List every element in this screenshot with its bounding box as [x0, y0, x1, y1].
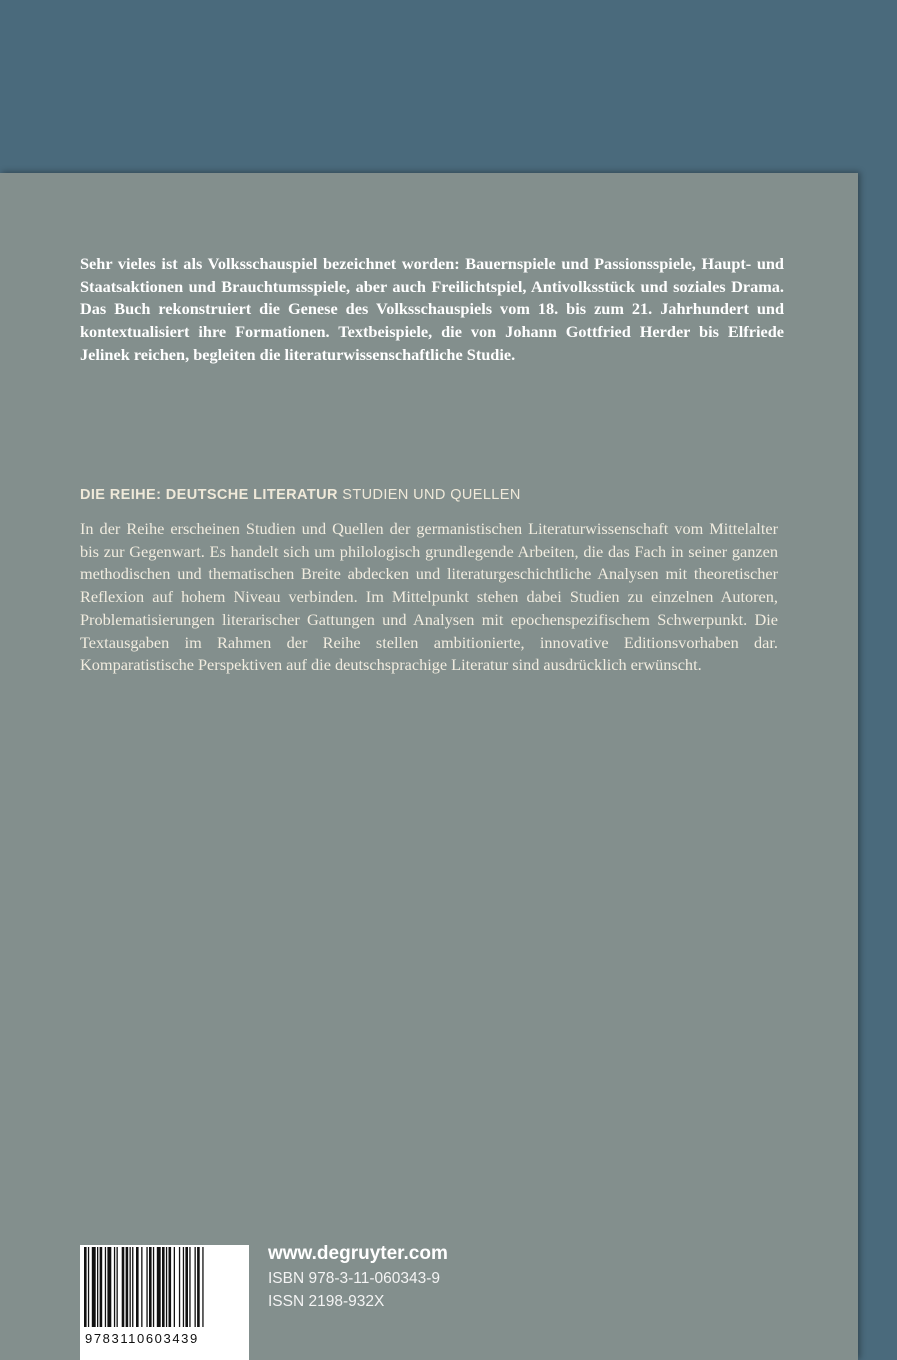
back-cover-panel — [0, 173, 858, 1360]
publisher-url: www.degruyter.com — [268, 1243, 448, 1264]
barcode-digits: 9783110603439 — [85, 1331, 199, 1346]
series-title-light: STUDIEN UND QUELLEN — [342, 487, 521, 503]
book-blurb: Sehr vieles ist als Volksschauspiel bezeichnet worden: Bauernspiele und Passionsspiele, Haupt- und Staatsaktionen und Brauchtumsspiele, aber auch Freilichtspiel, Antivolksstück und soziales Drama. Das Buch rekonstruiert die Genese des Volksschauspiels vom 18. bis zum 21. Jahrhundert und kontextualisiert ihre Formationen. Textbeispiele, die von Johann Gottfried Herder bis Elfriede Jelinek reichen, begleiten die literaturwissenschaftliche Studie. — [80, 254, 784, 364]
publisher-info — [268, 1241, 448, 1313]
issn-number: ISSN 2198-932X — [268, 1293, 385, 1310]
barcode-bars — [80, 1245, 249, 1329]
series-description: In der Reihe erscheinen Studien und Quellen der germanistischen Literaturwissenschaft vom Mittelalter bis zur Gegenwart. Es handelt sich um philologisch grundlegende Arbeiten, die das Fach in seiner ganzen methodischen und thematischen Breite abdecken und literaturgeschichtliche Analysen mit theoretischer Reflexion auf hohem Niveau verbinden. Im Mittelpunkt stehen dabei Studien zu einzelnen Autoren, Problematisierungen literarischer Gattungen und Analysen mit epochenspezifischem Schwerpunkt. Die Textausgaben im Rahmen der Reihe stellen ambitionierte, innovative Editionsvorhaben dar. Komparatistische Perspektiven auf die deutschsprachige Literatur sind ausdrücklich erwünscht. — [80, 519, 778, 675]
series-title — [80, 487, 521, 503]
series-title-bold: DIE REIHE: DEUTSCHE LITERATUR — [80, 487, 338, 503]
isbn-number: ISBN 978-3-11-060343-9 — [268, 1270, 441, 1287]
barcode — [80, 1245, 249, 1360]
